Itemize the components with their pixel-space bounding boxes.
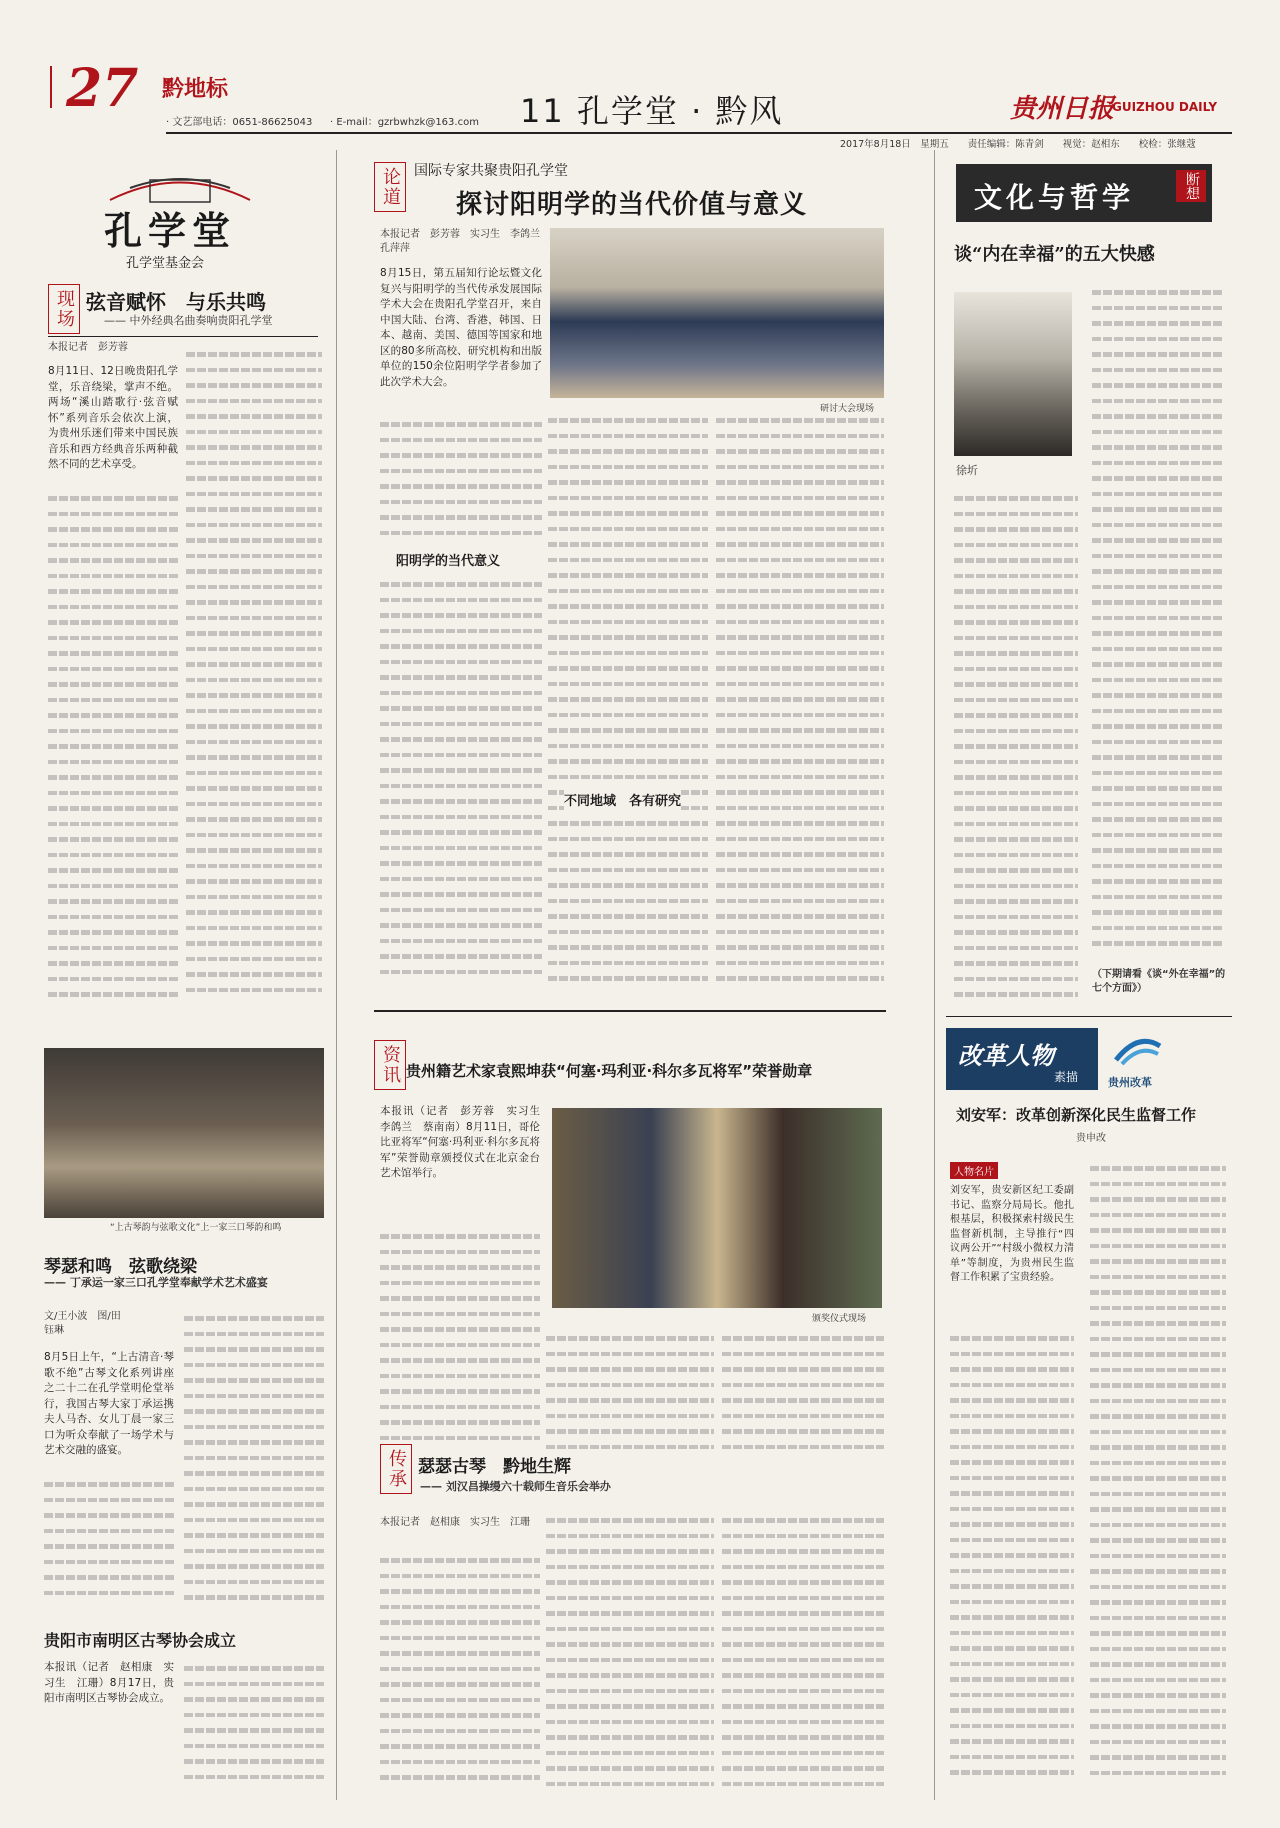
masthead-rule	[166, 132, 1232, 134]
news-title: 贵州籍艺术家袁熙坤获“何塞·玛利亚·科尔多瓦将军”荣誉勋章	[406, 1062, 813, 1080]
reform-title: 刘安军：改革创新深化民生监督工作	[956, 1106, 1197, 1124]
reform-card-text: 刘安军，贵安新区纪工委副书记、监察分局局长。他扎根基层，积极探索村级民生监督新机制，主导推行“四议两公开”“村级小微权力清单”等制度，为贵州民生监督工作积累了宝贵经验。	[950, 1185, 1074, 1283]
photo-conference	[550, 228, 884, 398]
feature-title: 探讨阳明学的当代价值与意义	[456, 190, 808, 220]
article2-title: 琴瑟和鸣 弦歌绕梁	[44, 1257, 197, 1277]
kongxuetang-logo-text: 孔学堂	[104, 208, 237, 253]
reform-author: 贵申改	[1076, 1133, 1106, 1144]
article2-subtitle: —— 丁承运一家三口孔学堂奉献学术艺术盛宴	[44, 1276, 268, 1289]
article2-lead: 8月5日上午，“上古清音·琴歌不绝”古琴文化系列讲座之二十二在孔学堂明伦堂举行，我国古琴大家丁承运携夫人马杏、女儿丁晨一家三口为听众奉献了一场学术与艺术交融的盛宴。	[44, 1351, 174, 1456]
photo-medal-ceremony	[552, 1108, 882, 1308]
feature-kicker: 国际专家共聚贵阳孔学堂	[414, 163, 568, 179]
article1-body-col1	[48, 490, 178, 1010]
kongxuetang-foundation: 孔学堂基金会	[126, 256, 205, 271]
article1-title: 弦音赋怀 与乐共鸣	[86, 290, 266, 314]
feature-byline: 本报记者 彭芳蓉 实习生 李鸽兰 孔萍萍	[380, 229, 550, 254]
column-title: 谈“内在幸福”的五大快感	[954, 244, 1155, 265]
section-logo-text: 黔地标	[162, 76, 229, 102]
tag-lundao: 论道	[374, 162, 406, 212]
news-photo-caption: 颁奖仪式现场	[812, 1314, 867, 1324]
paper-name: 贵州日报	[1010, 94, 1115, 124]
paper-name-en: GUIZHOU DAILY	[1112, 100, 1218, 114]
section-logo	[50, 58, 140, 118]
feature-photo-caption: 研讨大会现场	[820, 404, 875, 414]
tag-xianchang: 现场	[48, 284, 80, 334]
feature-lead: 8月15日，第五届知行论坛暨文化复兴与阳明学的当代传承发展国际学术大会在贵阳孔学堂召开，来自中国大陆、台湾、香港，韩国、日本、越南、美国、德国等国家和地区的80多所高校、研究机构和出版单位的150余位阳明学学者参加了此次学术大会。	[380, 267, 542, 388]
article2-body-col2	[184, 1310, 324, 1612]
reform-partner-name: 贵州改革	[1108, 1076, 1152, 1089]
article1-lead: 8月11日、12日晚贵阳孔学堂，乐音绕梁，掌声不绝。两场“溪山踏歌行·弦音赋怀”系列音乐会依次上演，为贵州乐迷们带来中国民族音乐和西方经典音乐两种截然不同的艺术享受。	[48, 365, 178, 470]
photo-guqin-performance	[44, 1048, 324, 1218]
article1-subtitle: —— 中外经典名曲奏响贵阳孔学堂	[104, 314, 273, 327]
photo1-caption: “上古琴韵与弦歌文化”上一家三口琴韵和鸣	[110, 1223, 282, 1233]
article1-byline: 本报记者 彭芳蓉	[48, 342, 128, 353]
article3-byline: 本报讯（记者 赵相康 实习生 江珊）8月17日，贵阳市南明区古琴协会成立。	[44, 1661, 174, 1704]
date-line: 2017年8月18日 星期五 责任编辑：陈青剑 视觉：赵相东 校检：张继蔻	[840, 139, 1196, 150]
author-portrait	[954, 292, 1072, 456]
page-title: 11 孔学堂 · 黔风	[520, 92, 784, 130]
tag-zixun: 资讯	[374, 1040, 406, 1090]
article3-body	[184, 1660, 324, 1790]
contact-email: · E-mail：gzrbwhzk@163.com	[330, 117, 479, 128]
article3-title: 贵阳市南明区古琴协会成立	[44, 1631, 237, 1650]
heritage-title: 瑟瑟古琴 黔地生辉	[418, 1457, 571, 1477]
heritage-subtitle: —— 刘汉昌操缦六十载师生音乐会举办	[420, 1480, 611, 1493]
tag-chuancheng: 传承	[380, 1444, 412, 1494]
article2-byline: 文/王小波 图/田钰琳	[44, 1311, 121, 1336]
article1-body-col2	[186, 346, 322, 1010]
contact-phone: · 文艺部电话：0651-86625043	[166, 117, 313, 128]
wave-logo-icon	[1108, 1030, 1168, 1070]
column-ending: （下期请看《谈“外在幸福”的七个方面》）	[1092, 969, 1226, 994]
reform-partner-logo	[1108, 1030, 1168, 1070]
reform-banner-text: 改革人物	[958, 1041, 1054, 1070]
column-banner-text: 文化与哲学	[974, 181, 1135, 214]
article2-body-col1	[44, 1476, 174, 1612]
reform-card-tag: 人物名片	[950, 1162, 998, 1179]
kongxuetang-logo	[90, 160, 270, 270]
feature-subhead-2: 不同地域 各有研究	[564, 788, 681, 811]
reform-banner-sub: 素描	[1054, 1070, 1079, 1084]
section-logo-number: 27	[66, 58, 139, 119]
feature-subhead-1: 阳明学的当代意义	[396, 554, 501, 569]
heritage-byline: 本报记者 赵相康 实习生 江珊	[380, 1517, 530, 1528]
news-byline: 本报讯（记者 彭芳蓉 实习生 李鸽兰 蔡南南）8月11日，哥伦比亚将军“何塞·玛利亚·科尔多瓦将军”荣誉勋章颁授仪式在北京金台艺术馆举行。	[380, 1105, 551, 1179]
column-author: 徐圻	[956, 464, 978, 477]
column-tag: 断想	[1176, 170, 1206, 202]
